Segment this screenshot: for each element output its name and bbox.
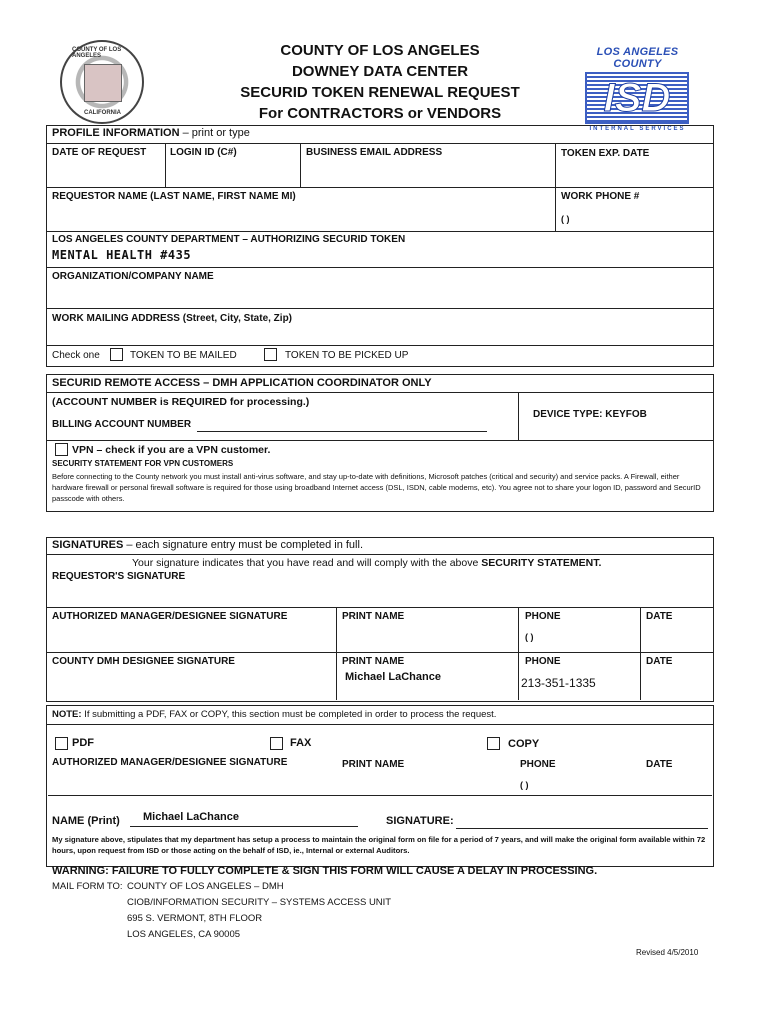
account-required-text: (ACCOUNT NUMBER is REQUIRED for processing.) xyxy=(52,396,310,408)
token-exp-label: TOKEN EXP. DATE xyxy=(561,148,650,159)
note-date-label: DATE xyxy=(646,759,673,770)
department-label: LOS ANGELES COUNTY DEPARTMENT – AUTHORIZING SECURID TOKEN xyxy=(52,234,406,245)
dmh-signature-label: COUNTY DMH DESIGNEE SIGNATURE xyxy=(52,656,235,667)
stipulation-text: My signature above, stipulates that my department has setup a process to maintain the original form on file for a period of 7 years, and will make the original form available within 72 hours, upon request from ISD or those acting on the behalf of ISD, ie., Internal or external Auditors. xyxy=(52,835,706,855)
signatures-heading-sub: – each signature entry must be completed in full. xyxy=(123,539,363,551)
title-line-4: For CONTRACTORS or VENDORS xyxy=(258,105,502,122)
divider xyxy=(46,440,713,441)
profile-section xyxy=(46,125,714,367)
divider xyxy=(46,267,713,268)
divider xyxy=(300,143,301,187)
note-phone-paren: ( ) xyxy=(520,780,529,790)
dmh-date-label: DATE xyxy=(646,656,673,667)
check-one-label: Check one xyxy=(52,350,100,361)
divider xyxy=(46,143,713,144)
divider xyxy=(46,308,713,309)
signature-statement-pre: Your signature indicates that you have read and will comply with the above xyxy=(132,557,482,569)
fax-checkbox[interactable] xyxy=(270,737,283,750)
divider xyxy=(46,554,713,555)
name-print-label: NAME (Print) xyxy=(52,815,120,827)
address-line-3: 695 S. VERMONT, 8TH FLOOR xyxy=(127,913,263,924)
token-mailed-checkbox[interactable] xyxy=(110,348,123,361)
note-phone-label: PHONE xyxy=(520,759,556,770)
print-name-label: PRINT NAME xyxy=(342,611,405,622)
mail-form-label: MAIL FORM TO: xyxy=(52,881,123,892)
dmh-print-name-value: Michael LaChance xyxy=(345,671,441,683)
security-statement-title: SECURITY STATEMENT FOR VPN CUSTOMERS xyxy=(52,459,234,468)
dmh-phone-value: 213-351-1335 xyxy=(521,676,596,690)
device-type-label: DEVICE TYPE: KEYFOB xyxy=(533,409,647,420)
copy-label: COPY xyxy=(508,738,540,750)
vpn-checkbox[interactable] xyxy=(55,443,68,456)
copy-checkbox[interactable] xyxy=(487,737,500,750)
warning-text: WARNING: FAILURE TO FULLY COMPLETE & SIGN THIS FORM WILL CAUSE A DELAY IN PROCESSING. xyxy=(52,865,598,877)
date-label: DATE xyxy=(646,611,673,622)
profile-heading-sub: – print or type xyxy=(179,127,250,139)
divider xyxy=(336,607,337,700)
billing-account-label: BILLING ACCOUNT NUMBER xyxy=(52,419,192,430)
date-of-request-label: DATE OF REQUEST xyxy=(52,147,147,158)
pdf-checkbox[interactable] xyxy=(55,737,68,750)
fax-label: FAX xyxy=(290,737,312,749)
token-mailed-label: TOKEN TO BE MAILED xyxy=(130,350,237,361)
isd-logo-main: ISD xyxy=(585,72,689,124)
requestor-name-label: REQUESTOR NAME (LAST NAME, FIRST NAME MI) xyxy=(52,191,296,202)
security-statement-body: Before connecting to the County network you must install anti-virus software, and stay up-to-date with definitions, Microsoft patches (critical and security) and service packs. A Firewall, either hardware firewall or personal firewall software is required for those using broadband Internet access (DSL, ISDN, cable modems, etc). You agree not to share your logon ID, password and SecurID passcode with others. xyxy=(52,472,701,503)
signature-statement-bold: SECURITY STATEMENT. xyxy=(481,557,602,569)
dmh-phone-label: PHONE xyxy=(525,656,561,667)
isd-logo-bottom: INTERNAL SERVICES xyxy=(589,126,686,132)
name-print-line xyxy=(130,826,358,827)
isd-logo xyxy=(585,46,690,132)
note-label: NOTE: xyxy=(52,709,82,720)
divider xyxy=(46,607,713,608)
vpn-check-label: VPN – check if you are a VPN customer. xyxy=(72,444,271,456)
address-line-1: COUNTY OF LOS ANGELES – DMH xyxy=(127,881,284,892)
manager-phone-paren: ( ) xyxy=(525,632,534,642)
revised-date: Revised 4/5/2010 xyxy=(636,948,699,957)
divider xyxy=(46,187,713,188)
note-print-name-label: PRINT NAME xyxy=(342,759,405,770)
note-signature-line xyxy=(48,795,712,796)
profile-heading-text: PROFILE INFORMATION xyxy=(52,127,180,139)
county-seal xyxy=(60,40,144,124)
title-line-3: SECURID TOKEN RENEWAL REQUEST xyxy=(240,84,520,101)
billing-account-line xyxy=(197,431,487,432)
signatures-heading-text: SIGNATURES xyxy=(52,539,124,551)
phone-label: PHONE xyxy=(525,611,561,622)
title-line-2: DOWNEY DATA CENTER xyxy=(291,63,469,80)
pdf-label: PDF xyxy=(72,737,94,749)
seal-text: COUNTY OF LOS ANGELES xyxy=(72,47,122,59)
divider xyxy=(518,392,519,440)
token-pickup-label: TOKEN TO BE PICKED UP xyxy=(285,350,409,361)
work-phone-label: WORK PHONE # xyxy=(561,191,640,202)
manager-signature-label: AUTHORIZED MANAGER/DESIGNEE SIGNATURE xyxy=(52,611,288,622)
note-manager-signature-label: AUTHORIZED MANAGER/DESIGNEE SIGNATURE xyxy=(52,757,288,768)
divider xyxy=(46,652,713,653)
dmh-print-name-label: PRINT NAME xyxy=(342,656,405,667)
divider xyxy=(46,231,713,232)
address-line-4: LOS ANGELES, CA 90005 xyxy=(127,929,241,940)
seal-emblem xyxy=(84,64,122,102)
signature-label: SIGNATURE: xyxy=(386,815,454,827)
requestor-signature-label: REQUESTOR'S SIGNATURE xyxy=(52,571,186,582)
name-print-value: Michael LaChance xyxy=(143,811,239,823)
divider xyxy=(165,143,166,187)
divider xyxy=(46,345,713,346)
divider xyxy=(46,392,713,393)
isd-logo-top: LOS ANGELES COUNTY xyxy=(596,46,679,70)
login-id-label: LOGIN ID (C#) xyxy=(170,147,237,158)
business-email-label: BUSINESS EMAIL ADDRESS xyxy=(306,147,443,158)
mailing-address-label: WORK MAILING ADDRESS (Street, City, State, Zip) xyxy=(52,313,293,324)
address-line-2: CIOB/INFORMATION SECURITY – SYSTEMS ACCESS UNIT xyxy=(127,897,392,908)
profile-heading xyxy=(52,127,250,139)
work-phone-paren: ( ) xyxy=(561,214,570,224)
divider xyxy=(518,607,519,700)
divider xyxy=(46,724,713,725)
organization-label: ORGANIZATION/COMPANY NAME xyxy=(52,271,214,282)
note-text-body: If submitting a PDF, FAX or COPY, this section must be completed in order to process the request. xyxy=(81,709,497,720)
seal-bottom-text: CALIFORNIA xyxy=(84,110,121,116)
department-value: MENTAL HEALTH #435 xyxy=(52,248,192,262)
title-line-1: COUNTY OF LOS ANGELES xyxy=(280,42,480,59)
signatures-heading xyxy=(52,539,363,551)
note-text xyxy=(52,709,496,720)
divider xyxy=(640,607,641,700)
remote-heading: SECURID REMOTE ACCESS – DMH APPLICATION COORDINATOR ONLY xyxy=(52,377,432,389)
token-pickup-checkbox[interactable] xyxy=(264,348,277,361)
signature-line xyxy=(456,828,708,829)
signature-statement xyxy=(132,557,601,569)
